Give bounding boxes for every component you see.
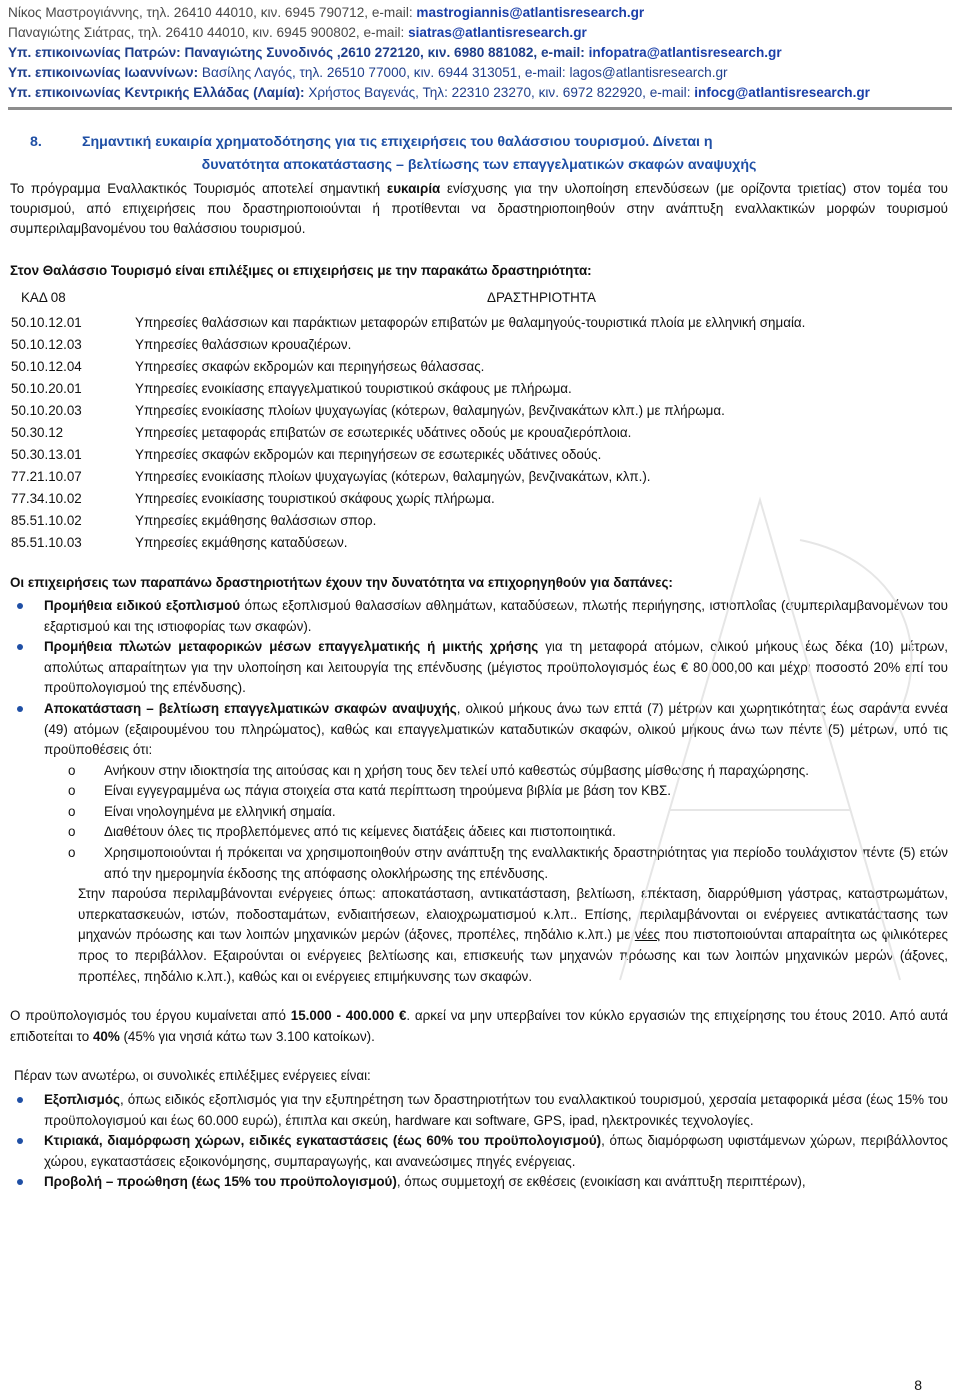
- email-link[interactable]: infocg@atlantisresearch.gr: [694, 85, 870, 100]
- header-divider: [8, 107, 952, 110]
- condition-item: o Χρησιμοποιούνται ή πρόκειται να χρησιμοποιηθούν στην ανάπτυξη της εναλλακτικής δραστηριότητας για περίοδο τουλάχιστον πέντε (5) ετών από την ημερομηνία έκδοσης της απόφασης ολοκλήρωσης της επένδυσης.: [44, 843, 948, 884]
- contact-line-1: Νίκος Μαστρογιάννης, τηλ. 26410 44010, κιν. 6945 790712, e-mail: mastrogiannis@atlantisresearch.gr: [8, 5, 645, 20]
- contact-line-2: Παναγιώτης Σιάτρας, τηλ. 26410 44010, κιν. 6945 900802, e-mail: siatras@atlantisresearch.gr: [8, 25, 587, 40]
- list-item: Προμήθεια πλωτών μεταφορικών μέσων επαγγελματικής ή μικτής χρήσης για τη μεταφορά ατόμων, ολικού μήκους έως δέκα (10) μέτρων, απολύτως απαραίτητων για την υλοποίηση και λειτουργία της επένδυσης (μέγιστος προϋπολογισμός έως € 80.000,00 και μέχρι ποσοστό 20% επί του προϋπολογισμού της επένδυσης).: [10, 637, 948, 699]
- conditions-list: [44, 761, 948, 885]
- condition-item: o Ανήκουν στην ιδιοκτησία της αιτούσας και η χρήση τους δεν τελεί υπό καθεστώς σύμβασης μίσθωσης ή παραχώρησης.: [44, 761, 948, 782]
- condition-item: o Διαθέτουν όλες τις προβλεπόμενες από τις κείμενες διατάξεις άδειες και πιστοποιητικά.: [44, 822, 948, 843]
- list-item: Προμήθεια ειδικού εξοπλισμού όπως εξοπλισμού θαλασσίων αθλημάτων, καταδύσεων, πλωτής περιήγησης, ιστιοπλοΐας (συμπεριλαμβανομένων του εξαρτισμού και της ιστιοφορίας των σκαφών).: [10, 596, 948, 637]
- list-item: Αποκατάσταση – βελτίωση επαγγελματικών σκαφών αναψυχής, ολικού μήκους άνω των επτά (7) μέτρων και χωρητικότητας έως σαράντα εννέα (49) ατόμων (εξαιρουμένου του πληρώματος), καθώς και επαγγελματικών καταδυτικών σκαφών, ολικού μήκους άνω των πέντε (5) μέτρων, υπό τις προϋποθέσεις ότι: o Ανήκουν στην ιδιοκτησία της αιτούσας και η χρήση τους δεν τελεί υπό καθεστώς σύμβασης μίσθωσης ή παραχώρησης. o Είναι εγγεγραμμένα ως πάγια στοιχεία στα κατά περίπτωση τηρούμενα βιβλία με βάση τον ΚΒΣ. o Είναι νηολογημένα με ελληνική σημαία. o Διαθέτουν όλες τις προβλεπόμενες από τις κείμενες διατάξεις άδειες και πιστοποιητικά. o Χρησιμοποιούνται ή πρόκειται να χρησιμοποιηθούν στην ανάπτυξη της εναλλακτικής δραστηριότητας για περίοδο τουλάχιστον πέντε (5) ετών από την ημερομηνία έκδοσης της απόφασης ολοκλήρωσης της επένδυσης.: [10, 699, 948, 884]
- table-row: 50.10.12.03 Υπηρεσίες θαλάσσιων κρουαζιέρων.: [11, 336, 352, 352]
- expenses-heading: Οι επιχειρήσεις των παραπάνω δραστηριοτήτων έχουν την δυνατότητα να επιχορηγηθούν για δαπάνες:: [10, 574, 673, 590]
- email-link[interactable]: infopatra@atlantisresearch.gr: [588, 45, 782, 60]
- contact-line-3: Υπ. επικοινωνίας Πατρών: Παναγιώτης Συνοδινός ,2610 272120, κιν. 6980 881082, e-mail: infopatra@atlantisresearch.gr: [8, 45, 782, 60]
- contact-line-5: Υπ. επικοινωνίας Κεντρικής Ελλάδας (Λαμία): Χρήστος Βαγενάς, Τηλ: 22310 23270, κιν. 6972 822920, e-mail: infocg@atlantisresearch.gr: [8, 85, 870, 100]
- condition-item: o Είναι νηολογημένα με ελληνική σημαία.: [44, 802, 948, 823]
- contact-line-4: Υπ. επικοινωνίας Ιωαννίνων: Βασίλης Λαγός, τηλ. 26510 77000, κιν. 6944 313051, e-mail: lagos@atlantisresearch.gr: [8, 65, 728, 80]
- intro-paragraph: Το πρόγραμμα Εναλλακτικός Τουρισμός αποτελεί σημαντική ευκαιρία ενίσχυσης για την υλοποίηση επενδύσεων (με ορίζοντα τριετίας) στον τομέα του τουρισμού, από επιχειρήσεις που δραστηριοποιούνται ή προτίθενται να δραστηριοποιηθούν στην ανάπτυξη εναλλακτικών μορφών τουρισμού συμπεριλαμβανομένου του θαλάσσιου τουρισμού.: [10, 181, 948, 236]
- email-link[interactable]: siatras@atlantisresearch.gr: [408, 25, 587, 40]
- column-header-kad: ΚΑΔ 08: [21, 290, 66, 305]
- table-row: 85.51.10.03 Υπηρεσίες εκμάθησης καταδύσεων.: [11, 534, 348, 550]
- table-row: 85.51.10.02 Υπηρεσίες εκμάθησης θαλάσσιων σπορ.: [11, 512, 377, 528]
- table-row: 77.34.10.02 Υπηρεσίες ενοικίασης τουριστικού σκάφους χωρίς πλήρωμα.: [11, 490, 495, 506]
- table-row: 50.10.20.03 Υπηρεσίες ενοικίασης πλοίων ψυχαγωγίας (κότερων, θαλαμηγών, βενζινακάτων κλπ.) με πλήρωμα.: [11, 402, 725, 418]
- contact-header: [8, 3, 954, 103]
- condition-item: o Είναι εγγεγραμμένα ως πάγια στοιχεία στα κατά περίπτωση τηρούμενα βιβλία με βάση τον ΚΒΣ.: [44, 781, 948, 802]
- list-item: Κτιριακά, διαμόρφωση χώρων, ειδικές εγκαταστάσεις (έως 60% του προϋπολογισμού), όπως διαμόρφωση υφιστάμενων χώρων, περιβάλλοντος χώρου, εγκαταστάσεις εξοικονόμησης, συμπαραγωγής, και ανανεώσιμες πηγές ενέργειας.: [10, 1131, 948, 1172]
- page-number: 8: [914, 1377, 922, 1393]
- eligible-actions-heading: Πέραν των ανωτέρω, οι συνολικές επιλέξιμες ενέργειες είναι:: [14, 1068, 371, 1084]
- table-row: 50.30.13.01 Υπηρεσίες σκαφών εκδρομών και περιηγήσεων σε εσωτερικές υδάτινες οδούς.: [11, 446, 602, 462]
- eligible-activities-lead: Στον Θαλάσσιο Τουρισμό είναι επιλέξιμες οι επιχειρήσεις με την παρακάτω δραστηριότητα:: [10, 263, 592, 278]
- email-link[interactable]: mastrogiannis@atlantisresearch.gr: [416, 5, 645, 20]
- section-heading: [10, 131, 948, 177]
- table-row: 50.10.12.04 Υπηρεσίες σκαφών εκδρομών και περιηγήσεως θάλασσας.: [11, 358, 485, 374]
- actions-paragraph: Στην παρούσα περιλαμβάνονται ενέργειες όπως: αποκατάσταση, αντικατάσταση, βελτίωση, επέκταση, διαρρύθμιση γάστρας, καταστρωμάτων, υπερκατασκευών, ιστών, ποδοσταμάτων, ενδιαιτήσεων, ελαιοχρωματισμού κ.λπ.. Επίσης, περιλαμβάνονται οι ενέργειες αντικατάστασης των μηχανών πρόωσης και των λοιπών μηχανικών μερών (άξονες, προπέλες, πηδάλιο κ.λπ.) με νέες που πιστοποιούνται απαραίτητα ως φιλικότερες προς το περιβάλλον. Εξαιρούνται οι ενέργειες βελτίωσης και, επισκευής των μηχανών πρόωσης και των λοιπών μηχανικών μερών (άξονες, προπέλες, πηδάλιο κ.λπ.), καθώς και οι ενέργειες επιμήκυνσης των σκαφών.: [78, 886, 948, 984]
- list-item: Προβολή – προώθηση (έως 15% του προϋπολογισμού), όπως συμμετοχή σε εκθέσεις (ενοικίαση και ανάπτυξη περιπτέρων),: [10, 1172, 948, 1193]
- table-header-row: [10, 287, 948, 311]
- column-header-activity: ΔΡΑΣΤΗΡΙΟΤΗΤΑ: [487, 290, 596, 305]
- budget-paragraph: Ο προϋπολογισμός του έργου κυμαίνεται από 15.000 - 400.000 €. αρκεί να μην υπερβαίνει τον κύκλο εργασιών της επιχείρησης του έτους 2010. Από αυτά επιδοτείται το 40% (45% για νησιά κάτω των 3.100 κατοίκων).: [10, 1008, 948, 1044]
- eligible-actions-list: [10, 1090, 948, 1193]
- section-number: 8.: [30, 134, 42, 150]
- table-row: 50.30.12 Υπηρεσίες μεταφοράς επιβατών σε εσωτερικές υδάτινες οδούς με κρουαζιερόπλοια.: [11, 424, 632, 440]
- table-row: 50.10.20.01 Υπηρεσίες ενοικίασης επαγγελματικού τουριστικού σκάφους με πλήρωμα.: [11, 380, 572, 396]
- table-row: 77.21.10.07 Υπηρεσίες ενοικίασης πλοίων ψυχαγωγίας (κότερων, θαλαμηγών, βενζινακάτων, κλπ.).: [11, 468, 651, 484]
- activity-table: [10, 287, 948, 553]
- table-row: 50.10.12.01 Υπηρεσίες θαλάσσιων και παράκτιων μεταφορών επιβατών με θαλαμηγούς-τουριστικά πλοία με ελληνική σημαία.: [11, 314, 806, 330]
- list-item: Εξοπλισμός, όπως ειδικός εξοπλισμός για την εξυπηρέτηση των δραστηριοτήτων του εναλλακτικού τουρισμού, χερσαία μεταφορικά μέσα (έως 15% του προϋπολογισμού και έως 60.000 ευρώ), έπιπλα και σκεύη, hardware και software, GPS, ipad, ηλεκτρονικές τεχνολογίες.: [10, 1090, 948, 1131]
- section-title-line-1: Σημαντική ευκαιρία χρηματοδότησης για τις επιχειρήσεις του θαλάσσιου τουρισμού. Δίνεται η: [82, 134, 713, 150]
- section-title-line-2: δυνατότητα αποκατάστασης – βελτίωσης των επαγγελματικών σκαφών αναψυχής: [201, 157, 757, 173]
- expenses-list: [10, 596, 948, 884]
- document-body: [10, 131, 948, 1193]
